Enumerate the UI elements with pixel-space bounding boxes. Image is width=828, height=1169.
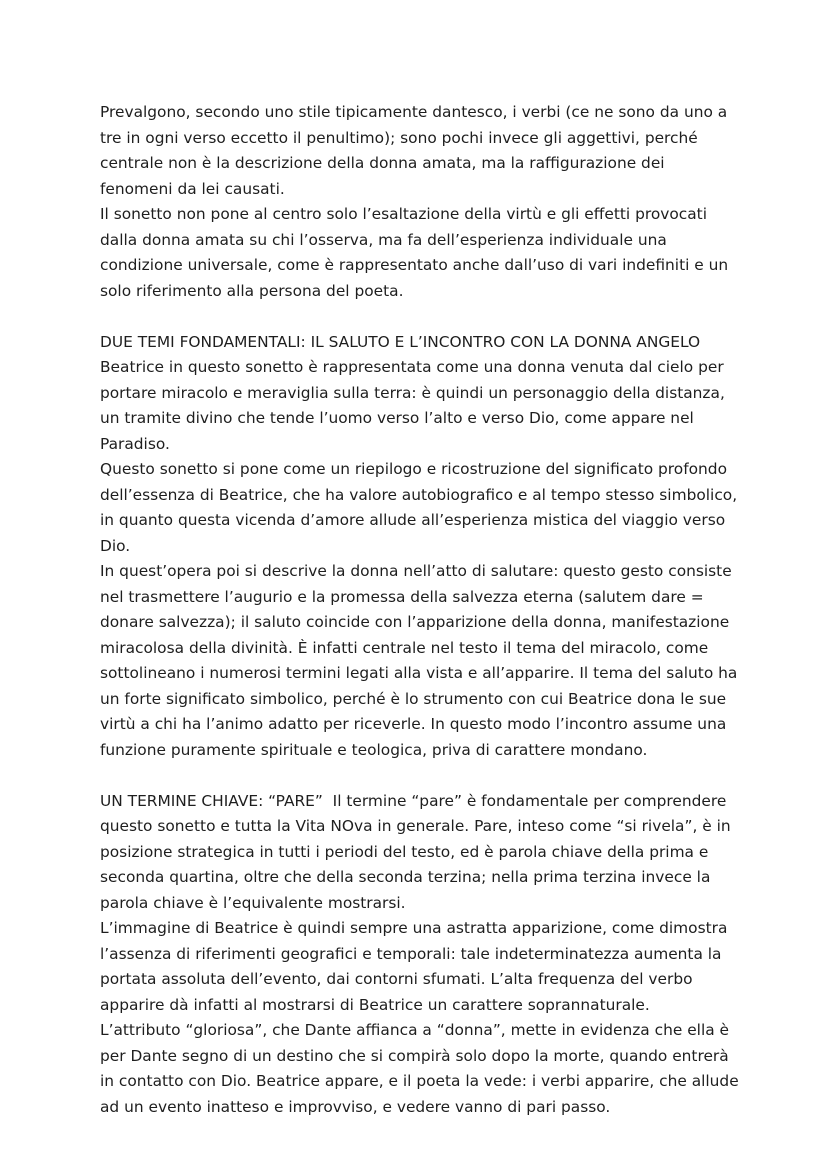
- section-heading-two-themes: DUE TEMI FONDAMENTALI: IL SALUTO E L’INCONTRO CON LA DONNA ANGELO: [100, 332, 701, 351]
- paragraph-abstract-apparition: L’immagine di Beatrice è quindi sempre una astratta apparizione, come dimostra l’assenza di riferimenti geografici e temporali: tale indeterminatezza aumenta la portata assoluta dell’evento, dai contorni sfumati. L’alta frequenza del verbo apparire dà infatti al mostrarsi di Beatrice un carattere soprannaturale.: [100, 919, 733, 1014]
- paragraph-spacer: [100, 763, 740, 789]
- paragraph-beatrice-from-heaven: Beatrice in questo sonetto è rappresentata come una donna venuta dal cielo per portare miracolo e meraviglia sulla terra: è quindi un personaggio della distanza, un tramite divino che tende l’uomo verso l’alto e verso Dio, come appare nel Paradiso.: [100, 358, 730, 453]
- paragraph-universal-condition: Il sonetto non pone al centro solo l’esaltazione della virtù e gli effetti provocati dalla donna amata su chi l’osserva, ma fa dell’esperienza individuale una condizione universale, come è rappresentato anche dall’uso di vari indefiniti e un solo riferimento alla persona del poeta.: [100, 205, 734, 300]
- paragraph-spacer: [100, 304, 740, 330]
- paragraph-verbs-style: Prevalgono, secondo uno stile tipicamente dantesco, i verbi (ce ne sono da uno a tre in ogni verso eccetto il penultimo); sono pochi invece gli aggettivi, perché centrale non è la descrizione della donna amata, ma la raffigurazione dei fenomeni da lei causati.: [100, 103, 733, 198]
- paragraph-key-term-pare: UN TERMINE CHIAVE: “PARE” Il termine “pare” è fondamentale per comprendere questo sonetto e tutta la Vita NOva in generale. Pare, inteso come “si rivela”, è in posizione strategica in tutti i periodi del testo, ed è parola chiave della prima e seconda quartina, oltre che della seconda terzina; nella prima terzina invece la parola chiave è l’equivalente mostrarsi.: [100, 791, 736, 912]
- paragraph-summary-essence: Questo sonetto si pone come un riepilogo e ricostruzione del significato profondo dell’essenza di Beatrice, che ha valore autobiografico e al tempo stesso simbolico, in quanto questa vicenda d’amore allude all’esperienza mistica del viaggio verso Dio.: [100, 460, 742, 555]
- paragraph-greeting-act: In quest’opera poi si descrive la donna nell’atto di salutare: questo gesto consiste nel trasmettere l’augurio e la promessa della salvezza eterna (salutem dare = donare salvezza); il saluto coincide con l’apparizione della donna, manifestazione miracolosa della divinità. È infatti centrale nel testo il tema del miracolo, come sottolineano i numerosi termini legati alla vista e all’apparire. Il tema del saluto ha un forte significato simbolico, perché è lo strumento con cui Beatrice dona le sue virtù a chi ha l’animo adatto per riceverle. In questo modo l’incontro assume una funzione puramente spirituale e teologica, priva di carattere mondano.: [100, 562, 743, 759]
- paragraph-gloriosa-attribute: L’attributo “gloriosa”, che Dante affianca a “donna”, mette in evidenza che ella è per Dante segno di un destino che si compirà solo dopo la morte, quando entrerà in contatto con Dio. Beatrice appare, e il poeta la vede: i verbi apparire, che allude ad un evento inatteso e improvviso, e vedere vanno di pari passo.: [100, 1021, 744, 1116]
- document-body: [100, 100, 744, 1120]
